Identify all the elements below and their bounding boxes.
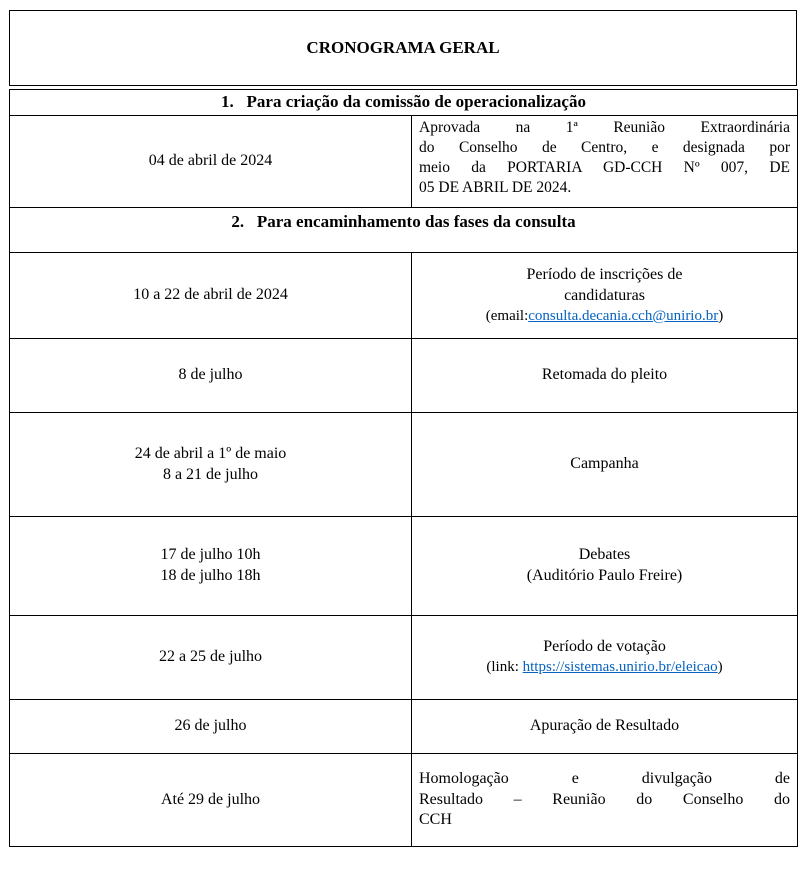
link-prefix: (link: bbox=[486, 659, 523, 676]
desc-line: candidaturas bbox=[564, 286, 645, 304]
section-1-heading: 1. Para criação da comissão de operacionalização bbox=[10, 90, 798, 116]
table-row bbox=[10, 116, 798, 208]
date-line: 24 de abril a 1º de maio bbox=[134, 444, 287, 462]
date-line: 17 de julho 10h bbox=[160, 546, 261, 564]
link-suffix: ) bbox=[718, 307, 724, 324]
desc-line: Homologação e divulgação de bbox=[419, 769, 790, 787]
title-text: CRONOGRAMA GERAL bbox=[306, 37, 500, 57]
desc-cell-campanha: Campanha bbox=[412, 413, 798, 517]
desc-line: Período de inscrições de bbox=[526, 265, 683, 283]
link-prefix: (email: bbox=[485, 307, 529, 324]
section-2-heading: 2. Para encaminhamento das fases da consulta bbox=[10, 208, 798, 253]
date-cell-comissao: 04 de abril de 2024 bbox=[10, 116, 412, 208]
date-cell-debates bbox=[10, 517, 412, 616]
link-suffix: ) bbox=[717, 659, 723, 676]
voting-link-line bbox=[412, 658, 797, 678]
section-1-header-row bbox=[10, 90, 798, 116]
table-row bbox=[10, 253, 798, 339]
table-title bbox=[9, 10, 797, 86]
voting-link[interactable]: https://sistemas.unirio.br/eleicao bbox=[522, 659, 718, 676]
table-row bbox=[10, 339, 798, 413]
email-link[interactable]: consulta.decania.cch@unirio.br bbox=[528, 307, 719, 324]
desc-line: (Auditório Paulo Freire) bbox=[526, 567, 683, 584]
desc-line: 05 DE ABRIL DE 2024. bbox=[419, 179, 572, 197]
date-cell-homologacao: Até 29 de julho bbox=[10, 754, 412, 847]
table-row bbox=[10, 754, 798, 847]
date-cell-inscricoes: 10 a 22 de abril de 2024 bbox=[10, 253, 412, 339]
desc-cell-apuracao: Apuração de Resultado bbox=[412, 700, 798, 754]
schedule-table bbox=[9, 89, 798, 847]
desc-cell-retomada: Retomada do pleito bbox=[412, 339, 798, 413]
table-row bbox=[10, 700, 798, 754]
date-line: 8 a 21 de julho bbox=[162, 465, 259, 483]
desc-cell-votacao bbox=[412, 616, 798, 700]
desc-line: Período de votação bbox=[543, 638, 666, 656]
desc-line: do Conselho de Centro, e designada por bbox=[419, 139, 790, 157]
date-cell-apuracao: 26 de julho bbox=[10, 700, 412, 754]
desc-line: CCH bbox=[419, 811, 452, 829]
email-line bbox=[412, 307, 797, 327]
desc-cell-inscricoes bbox=[412, 253, 798, 339]
section-2-header-row bbox=[10, 208, 798, 253]
date-cell-retomada: 8 de julho bbox=[10, 339, 412, 413]
date-cell-votacao: 22 a 25 de julho bbox=[10, 616, 412, 700]
date-cell-campanha bbox=[10, 413, 412, 517]
desc-cell-comissao bbox=[412, 116, 798, 208]
desc-line: Aprovada na 1ª Reunião Extraordinária bbox=[419, 119, 790, 136]
table-row bbox=[10, 413, 798, 517]
desc-line: Debates bbox=[578, 546, 631, 564]
desc-line: Resultado – Reunião do Conselho do bbox=[419, 790, 790, 808]
desc-line: meio da PORTARIA GD-CCH Nº 007, DE bbox=[419, 159, 790, 177]
table-row bbox=[10, 517, 798, 616]
desc-cell-debates bbox=[412, 517, 798, 616]
table-row bbox=[10, 616, 798, 700]
date-line: 18 de julho 18h bbox=[160, 567, 261, 584]
desc-cell-homologacao bbox=[412, 754, 798, 847]
